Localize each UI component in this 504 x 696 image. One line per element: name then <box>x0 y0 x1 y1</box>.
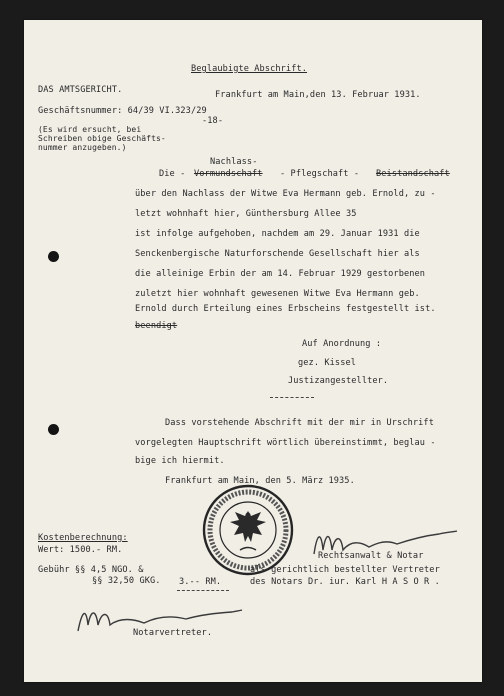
body-line: ist infolge aufgehoben, nachdem am 29. Januar 1931 die <box>135 229 420 239</box>
instruction-line: Schreiben obige Geschäfts- <box>38 134 166 143</box>
notary-role: als gerichtlich bestellter Vertreter <box>250 565 440 575</box>
punch-hole-top <box>48 251 59 262</box>
body-struck-tail: beendigt <box>135 321 178 331</box>
order-name: gez. Kissel <box>298 358 357 368</box>
certification-place-date: Frankfurt am Main, den 5. März 1935. <box>165 476 355 486</box>
heading-struck-guardianship: Vormundschaft <box>194 169 263 179</box>
instruction-line: nummer anzugeben.) <box>38 143 127 152</box>
case-suffix: -18- <box>202 116 224 126</box>
court-name: DAS AMTSGERICHT. <box>38 85 123 95</box>
body-line: letzt wohnhaft hier, Günthersburg Allee 35 <box>135 209 357 219</box>
body-line: Senckenbergische Naturforschende Gesellschaft hier als <box>135 249 420 259</box>
certification-line: Dass vorstehende Abschrift mit der mir in Urschrift <box>165 418 434 428</box>
heading-curatorship: - Pflegschaft - <box>280 169 360 179</box>
instruction-line: (Es wird ersucht, bei <box>38 125 142 134</box>
document-title: Beglaubigte Abschrift. <box>191 64 308 74</box>
cost-heading: Kostenberechnung: <box>38 533 128 543</box>
place-date: Frankfurt am Main,den 13. Februar 1931. <box>215 90 421 100</box>
fee-line: §§ 32,50 GKG. <box>92 576 161 586</box>
heading-struck-assistance: Beistandschaft <box>376 169 450 179</box>
heading-die: Die - <box>159 169 186 179</box>
heading-insert: Nachlass- <box>210 157 258 167</box>
certification-line: bige ich hiermit. <box>135 456 225 466</box>
body-line: zuletzt hier wohnhaft gewesenen Witwe Eva Hermann geb. <box>135 289 420 299</box>
notary-title: Rechtsanwalt & Notar <box>318 551 424 561</box>
separator-rule <box>270 397 314 398</box>
document-page <box>24 20 482 682</box>
fee-rule <box>177 590 229 591</box>
body-line: die alleinige Erbin der am 14. Februar 1929 gestorbenen <box>135 269 426 279</box>
fee-amount: 3.-- RM. <box>179 577 222 587</box>
body-line: über den Nachlass der Witwe Eva Hermann geb. Ernold, zu - <box>135 189 436 199</box>
notary-seal <box>202 484 294 576</box>
body-line: Ernold durch Erteilung eines Erbscheins festgestellt ist. <box>135 304 436 314</box>
cost-value: Wert: 1500.- RM. <box>38 545 123 555</box>
order-title: Justizangestellter. <box>288 376 389 386</box>
certification-line: vorgelegten Hauptschrift wörtlich übereinstimmt, beglau - <box>135 438 436 448</box>
deputy-title: Notarvertreter. <box>133 628 213 638</box>
case-number: Geschäftsnummer: 64/39 VI.323/29 <box>38 106 207 116</box>
notary-name: des Notars Dr. iur. Karl H A S O R . <box>250 577 440 587</box>
punch-hole-bottom <box>48 424 59 435</box>
fee-line: Gebühr §§ 4,5 NGO. & <box>38 565 144 575</box>
order-label: Auf Anordnung : <box>302 339 382 349</box>
